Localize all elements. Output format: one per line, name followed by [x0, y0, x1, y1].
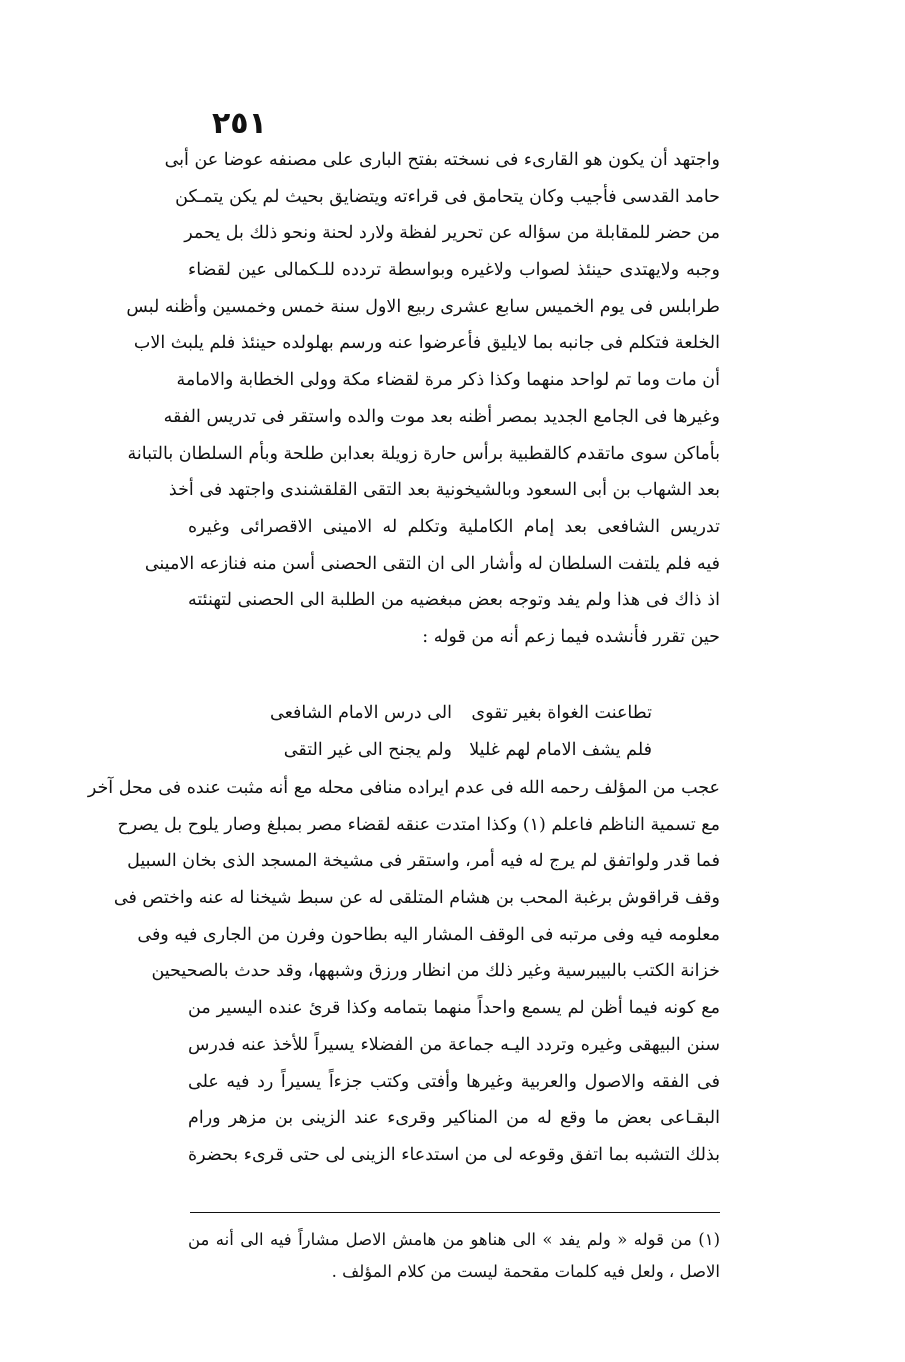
text-line: اذ ذاك فى هذا ولم يفد وتوجه بعض مبغضيه من الطلبة الى الحصنى لتهنئته	[188, 590, 720, 611]
poem-hemistich-second: الى درس الامام الشافعى	[270, 703, 452, 723]
body-text-top	[126, 142, 720, 656]
text-line: معلومه فيه وفى مرتبه فى الوقف المشار اليه بطاحون وفرن من الجارى فيه وفى	[137, 924, 720, 945]
footnote-line: (١) من قوله « ولم يفد » الى هناهو من هامش الاصل مشاراً فيه الى أنه من	[188, 1230, 720, 1249]
text-line: حامد القدسى فأجيب وكان يتحامق فى قراءته ويتضايق بحيث لم يكن يتمـكن	[175, 186, 720, 207]
text-line: بأماكن سوى ماتقدم كالقطبية برأس حارة زويلة بعدابن طلحة وبأم السلطان بالتبانة	[127, 443, 720, 464]
poem-verse	[188, 695, 720, 732]
text-line: واجتهد أن يكون هو القارىء فى نسخته بفتح البارى على مصنفه عوضا عن أبى	[164, 150, 720, 170]
text-line: بعد الشهاب بن أبى السعود وبالشيخونية بعد التقى القلقشندى واجتهد فى أخذ	[168, 480, 720, 501]
text-line: من حضر للمقابلة من سؤاله عن تحرير لفظة ولارد لحنة ونحو ذلك بل يحمر	[184, 223, 720, 244]
footnote-divider	[190, 1212, 720, 1213]
text-line: تدريس الشافعى بعد إمام الكاملية وتكلم له الامينى الاقصرائى وغيره	[188, 516, 720, 537]
text-line: فيه فلم يلتفت السلطان له وأشار الى ان التقى الحصنى أسن منه فنازعه الامينى	[144, 553, 720, 574]
page-number: ٢٥١	[212, 106, 267, 141]
text-line: فى الفقه والاصول والعربية وغيرها وأفتى وكتب جزءاً يسيراً رد فيه على	[188, 1071, 720, 1092]
body-text-bottom	[87, 770, 720, 1174]
text-line: بذلك التشبه بما اتفق وقوعه لى من استدعاء الزينى لى حتى قرىء بحضرة	[188, 1144, 720, 1165]
text-line: سنن البيهقى وغيره وتردد اليـه جماعة من الفضلاء يسيراً للأخذ عنه فدرس	[188, 1034, 720, 1055]
poem-hemistich-first: تطاعنت الغواة بغير تقوى	[471, 703, 652, 723]
text-line: عجب من المؤلف رحمه الله فى عدم ايراده منافى محله مع أنه مثبت عنده فى محل آخر	[87, 778, 720, 798]
footnote	[188, 1224, 720, 1288]
poem-hemistich-second: ولم يجنح الى غير التقى	[283, 739, 452, 760]
poem	[188, 695, 720, 768]
footnote-line: الاصل ، ولعل فيه كلمات مقحمة ليست من كلام المؤلف .	[331, 1262, 720, 1281]
text-line: طرابلس فى يوم الخميس سابع عشرى ربيع الاول سنة خمس وخمسين وأظنه لبس	[126, 296, 720, 317]
text-line: وقف قراقوش برغبة المحب بن هشام المتلقى له عن سبط شيخنا له عنه واختص فى	[113, 888, 720, 909]
text-line: فما قدر ولواتفق لم يرج له فيه أمر، واستقر فى مشيخة المسجد الذى بخان السبيل	[127, 851, 720, 872]
text-line: مع كونه فيما أظن لم يسمع واحداً منهما بتمامه وكذا قرئ عنده اليسير من	[188, 998, 720, 1019]
text-line: مع تسمية الناظم فاعلم (١) وكذا امتدت عنقه لقضاء مصر بمبلغ وصار يلوح بل يصرح	[117, 814, 720, 835]
text-line: أن مات وما تم لواحد منهما وكذا ذكر مرة لقضاء مكة وولى الخطابة والامامة	[176, 370, 720, 391]
poem-hemistich-first: فلم يشف الامام لهم غليلا	[469, 739, 652, 760]
text-line: البقـاعى بعض ما وقع له من المناكير وقرىء عند الزينى بن مزهر ورام	[188, 1108, 720, 1129]
text-line: وغيرها فى الجامع الجديد بمصر أظنه بعد موت والده واستقر فى تدريس الفقه	[163, 406, 720, 427]
text-line: خزانة الكتب بالبيبرسية وغير ذلك من انظار ورزق وشبهها، وقد حدث بالصحيحين	[151, 961, 720, 982]
text-line: حين تقرر فأنشده فيما زعم أنه من قوله :	[422, 626, 720, 647]
text-line: الخلعة فتكلم فى جانبه بما لايليق فأعرضوا عنه ورسم بهلولده حينئذ فلم يلبث الاب	[133, 333, 720, 354]
text-line: وجبه ولايهتدى حينئذ لصواب ولاغيره وبواسطة تردده للـكمالى عين لقضاء	[188, 260, 720, 281]
poem-verse	[188, 732, 720, 769]
